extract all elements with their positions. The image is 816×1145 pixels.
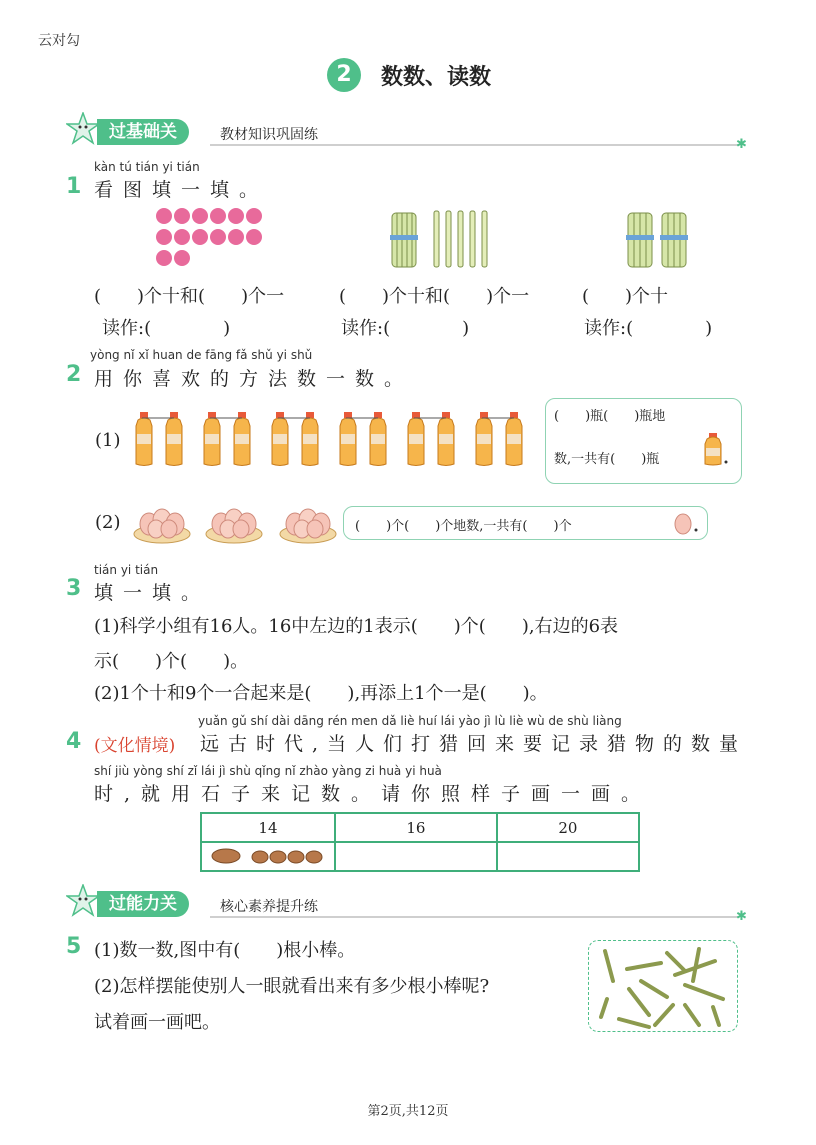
q4-context-tag: (文化情境) bbox=[94, 736, 176, 756]
q2-pinyin: yòng nǐ xǐ huan de fāng fǎ shǔ yi shǔ bbox=[90, 348, 313, 362]
table-header: 14 bbox=[201, 813, 335, 842]
q1-number: 1 bbox=[66, 174, 82, 199]
tally-table bbox=[200, 812, 640, 872]
q1-blank-a: ( )个十和( )个一 bbox=[94, 286, 285, 307]
q3-line1: (1)科学小组有16人。16中左边的1表示( )个( ),右边的6表 bbox=[94, 616, 619, 637]
stones-icon bbox=[208, 846, 328, 864]
q2-part1-label: (1) bbox=[95, 430, 121, 451]
q3-number: 3 bbox=[66, 576, 82, 601]
q4-pinyin-1: yuǎn gǔ shí dài dāng rén men dǎ liè huí lái yào jì lù liè wù de shù liàng bbox=[198, 714, 622, 728]
scattered-sticks-figure bbox=[589, 941, 736, 1030]
q3-instruction: 填一填。 bbox=[94, 582, 211, 604]
q5-line2: (2)怎样摆能使别人一眼就看出来有多少根小棒呢? bbox=[94, 976, 490, 997]
q1-read-a: 读作:( ) bbox=[102, 318, 231, 339]
bottles-figure bbox=[132, 412, 532, 468]
q1-read-c: 读作:( ) bbox=[584, 318, 713, 339]
page-title: 数数、读数 bbox=[381, 65, 492, 90]
q2-instruction: 用你喜欢的方法数一数。 bbox=[94, 368, 414, 390]
brand-label: 云对勾 bbox=[38, 33, 80, 49]
table-cell-empty[interactable] bbox=[497, 842, 639, 871]
banner-ability-tag: 过能力关 bbox=[97, 891, 189, 917]
q3-line2: 示( )个( )。 bbox=[94, 651, 249, 672]
q1-pinyin: kàn tú tián yi tián bbox=[94, 160, 200, 174]
q4-line1: 远古时代,当人们打猎回来要记录猎物的数量 bbox=[200, 733, 748, 755]
star-icon: ✱ bbox=[736, 909, 747, 924]
banner-basic-subtitle: 教材知识巩固练 bbox=[220, 127, 318, 143]
q1-instruction: 看图填一填。 bbox=[94, 179, 269, 201]
q1-read-b: 读作:( ) bbox=[341, 318, 470, 339]
q3-line3: (2)1个十和9个一合起来是( ),再添上1个一是( )。 bbox=[94, 683, 548, 704]
q2-bubble-2-text: ( )个( )个地数,一共有( )个 bbox=[355, 519, 572, 534]
scattered-sticks-box bbox=[588, 940, 738, 1032]
q2-bubble-1-line2: 数,一共有( )瓶 bbox=[554, 452, 660, 467]
q5-number: 5 bbox=[66, 934, 82, 959]
section-number-badge: 2 bbox=[327, 58, 361, 92]
two-bundles-figure bbox=[624, 207, 694, 271]
egg-icon bbox=[672, 512, 700, 536]
table-cell-stones bbox=[201, 842, 335, 871]
q2-number: 2 bbox=[66, 362, 82, 387]
q4-pinyin-2: shí jiù yòng shí zǐ lái jì shù qǐng nǐ zhào yàng zi huà yi huà bbox=[94, 764, 442, 778]
mascot-logo-icon bbox=[66, 884, 100, 918]
q4-line2: 时,就用石子来记数。请你照样子画一画。 bbox=[94, 783, 652, 805]
pink-dots-figure bbox=[155, 207, 265, 271]
star-icon: ✱ bbox=[736, 137, 747, 152]
q2-part2-label: (2) bbox=[95, 512, 121, 533]
q1-blank-b: ( )个十和( )个一 bbox=[339, 286, 530, 307]
q3-pinyin: tián yi tián bbox=[94, 563, 159, 577]
banner-ability-subtitle: 核心素养提升练 bbox=[220, 899, 318, 915]
table-header: 16 bbox=[335, 813, 497, 842]
q5-line3: 试着画一画吧。 bbox=[94, 1012, 220, 1033]
stick-bundle-figure bbox=[388, 207, 498, 271]
divider bbox=[210, 916, 738, 918]
bottle-icon bbox=[700, 432, 730, 466]
q1-blank-c: ( )个十 bbox=[582, 286, 669, 307]
banner-basic-tag: 过基础关 bbox=[97, 119, 189, 145]
mascot-logo-icon bbox=[66, 112, 100, 146]
q5-line1: (1)数一数,图中有( )根小棒。 bbox=[94, 940, 356, 961]
eggs-figure bbox=[132, 500, 344, 546]
page-footer: 第2页,共12页 bbox=[367, 1104, 449, 1119]
table-cell-empty[interactable] bbox=[335, 842, 497, 871]
divider bbox=[210, 144, 738, 146]
q4-number: 4 bbox=[66, 729, 82, 754]
table-header: 20 bbox=[497, 813, 639, 842]
q2-bubble-1-line1: ( )瓶( )瓶地 bbox=[554, 409, 666, 424]
